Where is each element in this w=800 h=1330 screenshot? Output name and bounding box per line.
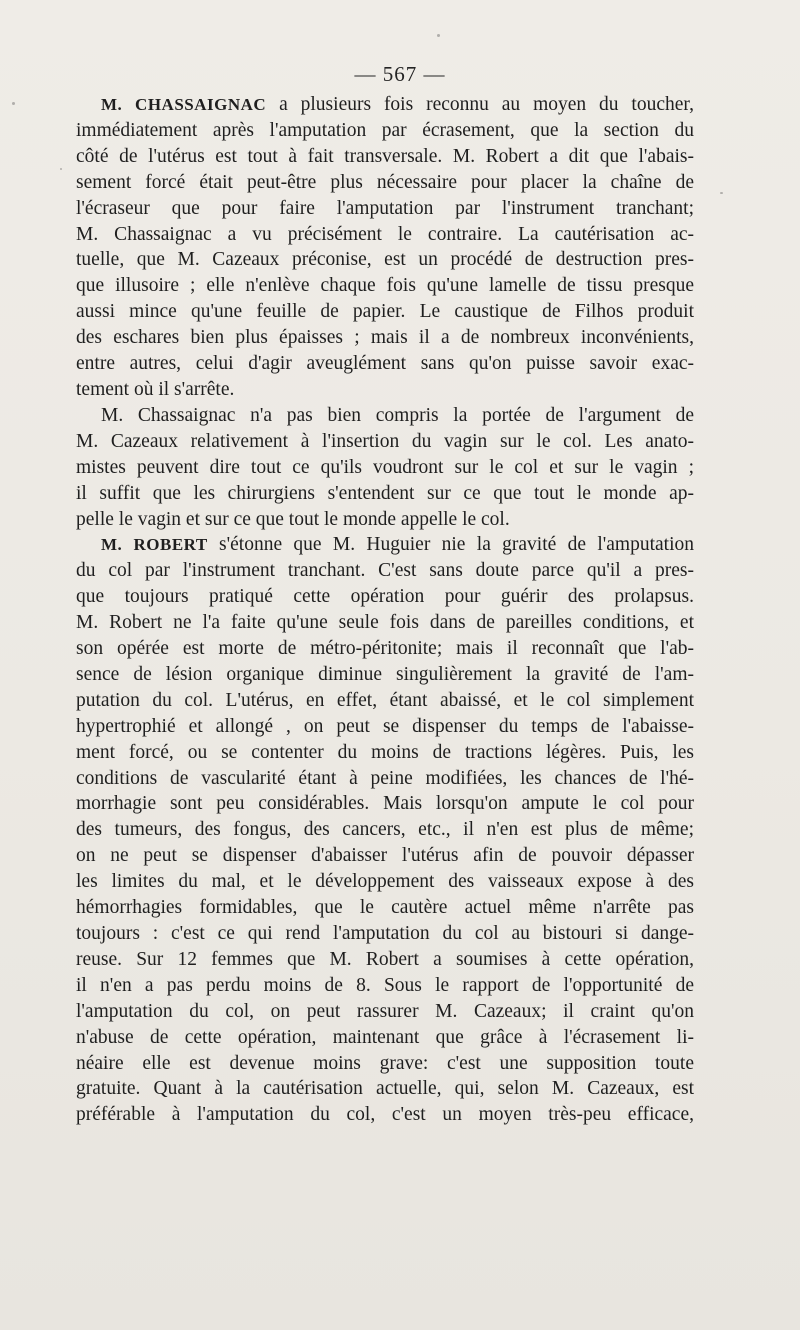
text-line: pelle le vagin et sur ce que tout le monde appelle le col. [76,508,510,530]
text-line: l'écraseur que pour faire l'amputation par l'instrument tranchant; [76,197,694,219]
text-line: ment forcé, ou se contenter du moins de tractions légères. Puis, les [76,741,694,763]
text-line: reuse. Sur 12 femmes que M. Robert a soumises à cette opération, [76,948,694,970]
text-line: néaire elle est devenue moins grave: c'est une supposition toute [76,1052,694,1074]
text-line: sement forcé était peut-être plus nécessaire pour placer la chaîne de [76,171,694,193]
text-line: toujours : c'est ce qui rend l'amputation du col au bistouri si dange- [76,923,694,944]
text-line: préférable à l'amputation du col, c'est un moyen très-peu efficace, [76,1104,694,1126]
text-line: côté de l'utérus est tout à fait transversale. M. Robert a dit que l'abais- [76,145,694,167]
paper-speck [437,34,440,37]
paper-speck [720,192,723,194]
text-line: son opérée est morte de métro-péritonite; mais il reconnaît que l'ab- [76,638,694,660]
text-line: du col par l'instrument tranchant. C'est sans doute parce qu'il a pres- [76,560,694,582]
text-line: M. Chassaignac a vu précisément le contraire. La cautérisation ac- [76,223,694,245]
text-line: les limites du mal, et le développement des vaisseaux expose à des [76,871,694,893]
text-line: M. CHASSAIGNAC a plusieurs fois reconnu au moyen du toucher, [101,94,694,115]
text-line: hémorrhagies formidables, que le cautère actuel même n'arrête pas [76,897,694,919]
text-line: n'abuse de cette opération, maintenant que grâce à l'écrasement li- [76,1026,694,1048]
text-line: immédiatement après l'amputation par écrasement, que la section du [76,119,694,141]
text-line: que toujours pratiqué cette opération pour guérir des prolapsus. [76,586,694,608]
text-line: tuelle, que M. Cazeaux préconise, est un procédé de destruction pres- [76,249,694,271]
text-line: des tumeurs, des fongus, des cancers, etc., il n'en est plus de même; [76,819,694,841]
text-line: il suffit que les chirurgiens s'entendent sur ce que tout le monde ap- [76,482,694,504]
text-line: M. ROBERT s'étonne que M. Huguier nie la gravité de l'amputation [101,534,695,556]
text-line: entre autres, celui d'agir aveuglément sans qu'on puisse savoir exac- [76,353,694,375]
text-line: morrhagie sont peu considérables. Mais lorsqu'on ampute le col pour [76,793,694,815]
text-line: aussi mince qu'une feuille de papier. Le caustique de Filhos produit [76,301,694,323]
paper-speck [60,168,62,170]
text-line: on ne peut se dispenser d'abaisser l'utérus afin de pouvoir dépasser [76,845,694,867]
text-line: hypertrophié et allongé , on peut se dispenser du temps de l'abaisse- [76,715,694,737]
text-line: sence de lésion organique diminue singulièrement la gravité de l'am- [76,663,694,685]
text-line: mistes peuvent dire tout ce qu'ils voudront sur le col et sur le vagin ; [76,456,694,478]
text-line: gratuite. Quant à la cautérisation actuelle, qui, selon M. Cazeaux, est [76,1078,694,1100]
page-number: — 567 — [354,62,446,86]
speaker-name: M. CHASSAIGNAC [101,95,267,114]
text-line: M. Robert ne l'a faite qu'une seule fois dans de pareilles conditions, et [76,612,694,634]
text-line: M. Chassaignac n'a pas bien compris la portée de l'argument de [101,404,694,426]
text-line: l'amputation du col, on peut rassurer M. Cazeaux; il craint qu'on [76,1000,694,1022]
text-line: M. Cazeaux relativement à l'insertion du vagin sur le col. Les anato- [76,430,694,452]
text-line: que illusoire ; elle n'enlève chaque fois qu'une lamelle de tissu presque [76,275,694,297]
text-line: tement où il s'arrête. [76,378,235,400]
paragraph [76,92,694,403]
text-line: putation du col. L'utérus, en effet, étant abaissé, et le col simplement [76,689,694,711]
paragraph [76,532,694,1128]
text-line: conditions de vascularité étant à peine modifiées, les chances de l'hé- [76,767,694,789]
speaker-name: M. ROBERT [101,535,208,555]
body-text [76,92,694,1128]
paragraph [76,403,694,533]
text-line: il n'en a pas perdu moins de 8. Sous le rapport de l'opportunité de [76,974,694,996]
paper-speck [12,102,15,105]
text-line: des eschares bien plus épaisses ; mais il a de nombreux inconvénients, [76,327,694,349]
